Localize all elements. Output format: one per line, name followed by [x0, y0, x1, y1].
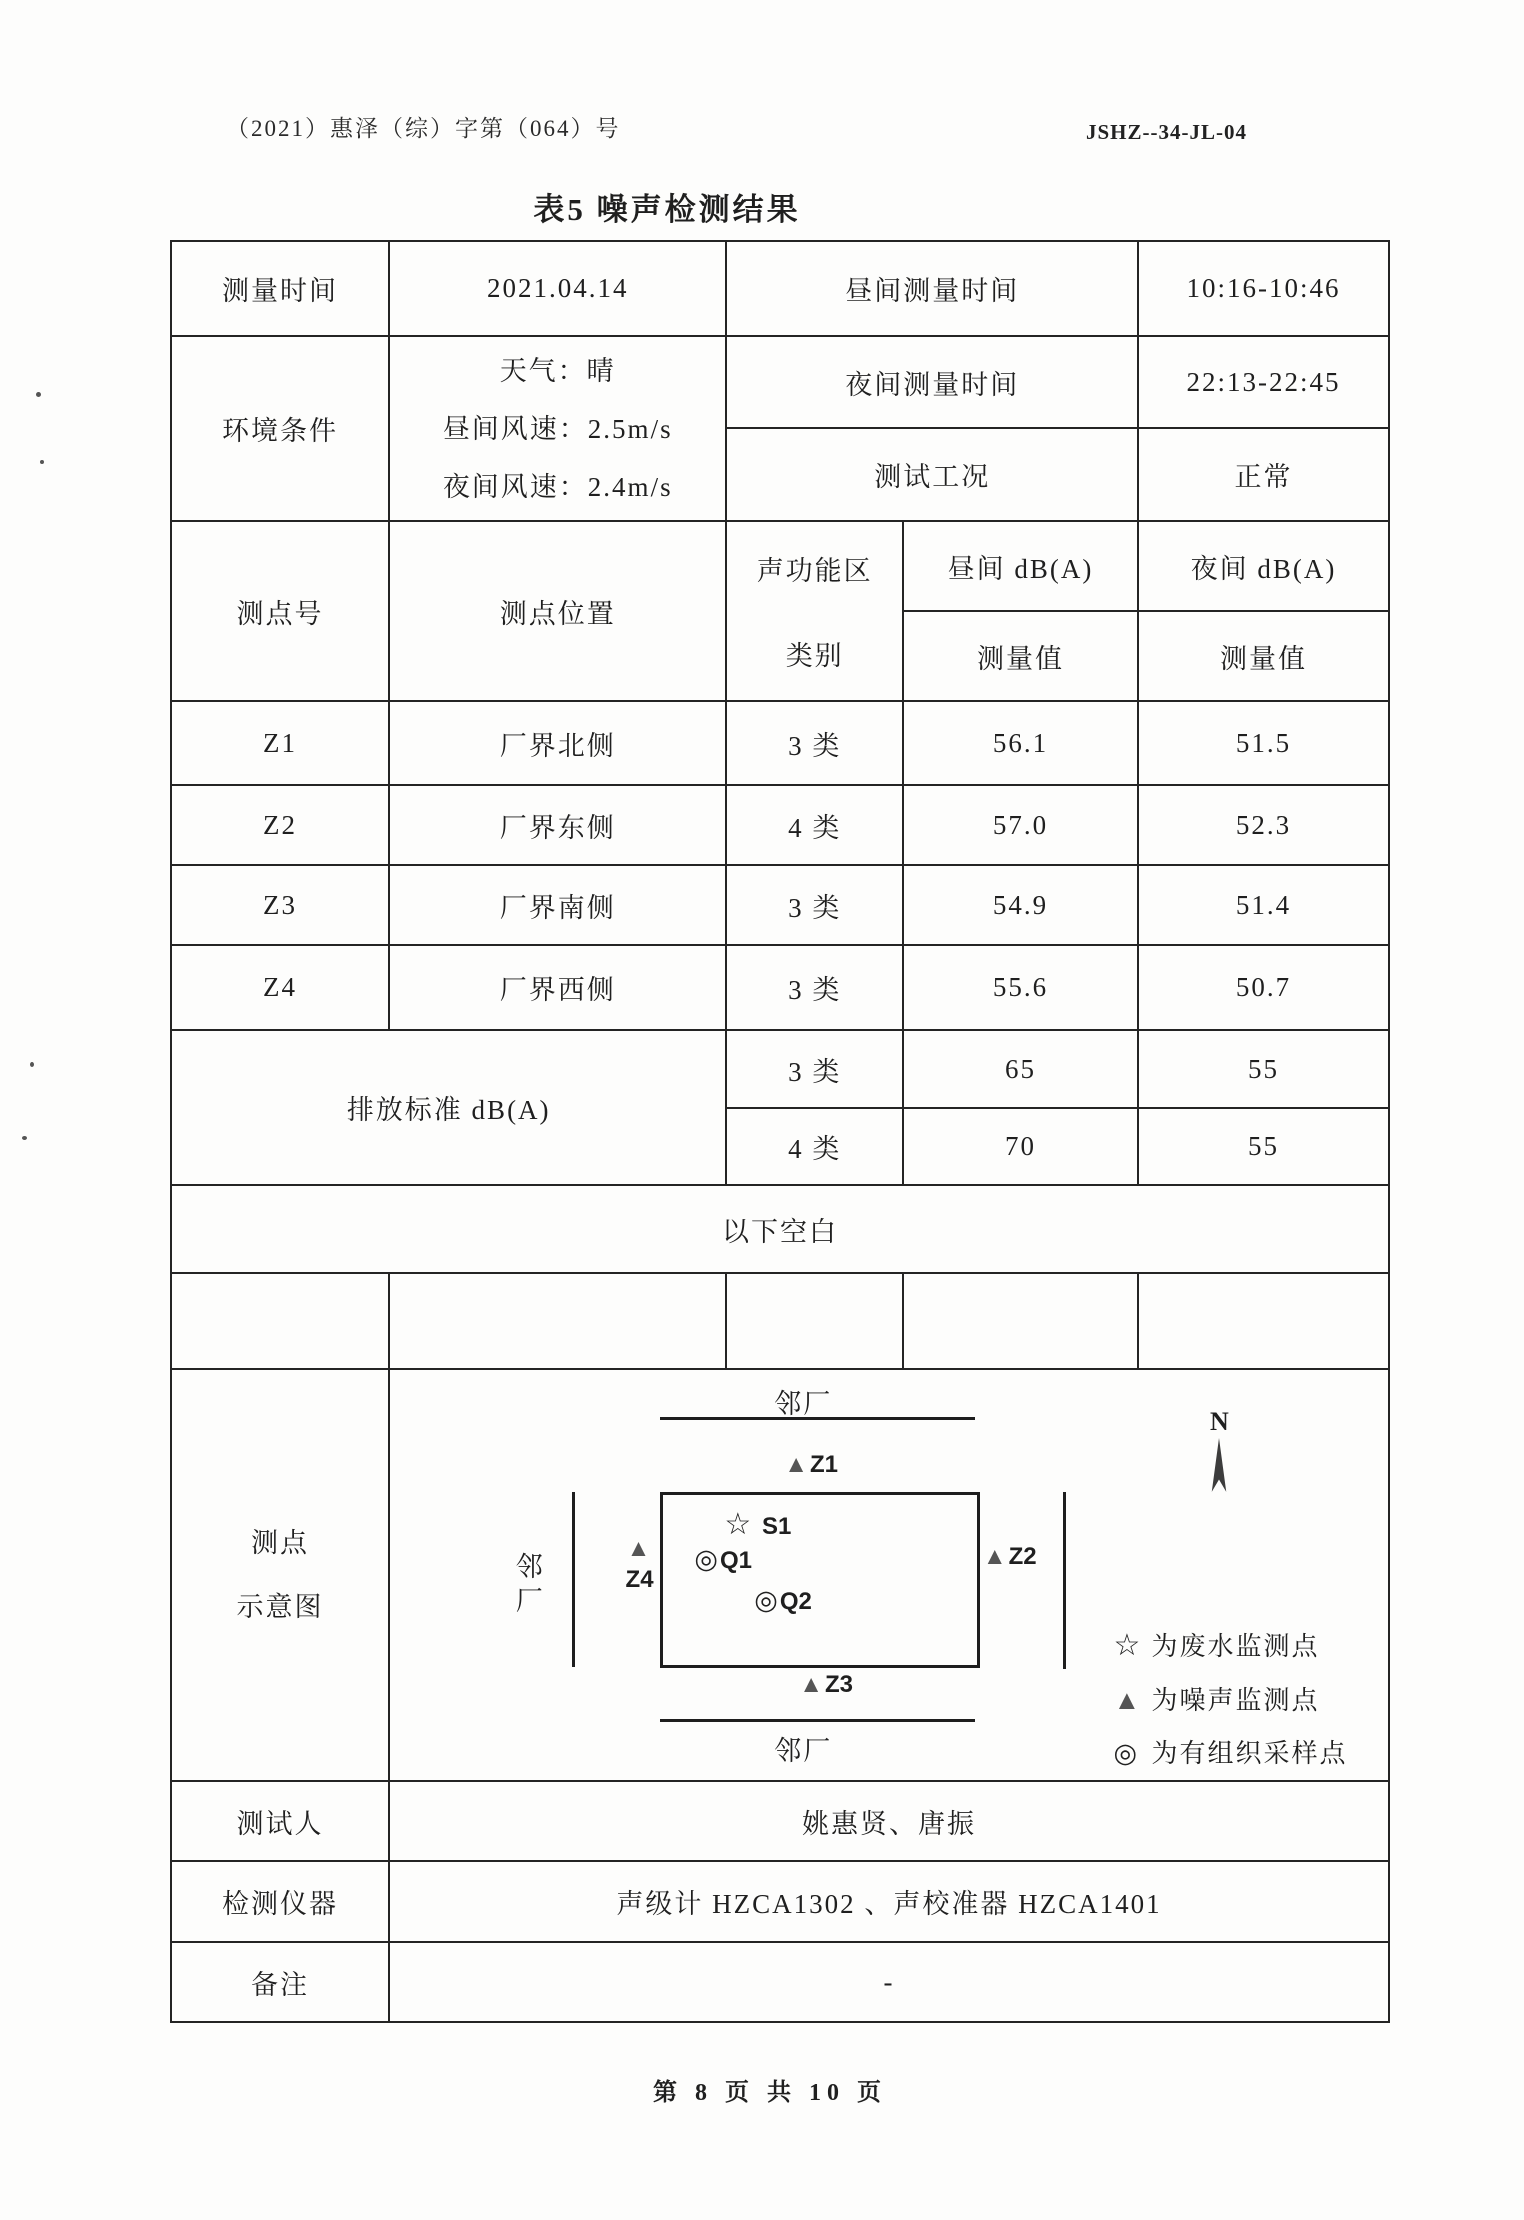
- noise-point-z4: [626, 1536, 654, 1594]
- table-row: [171, 1273, 1389, 1369]
- diagram-label-line1: 测点: [251, 1528, 309, 1558]
- day-value: 55.6: [903, 945, 1138, 1030]
- diagram-label: [171, 1369, 389, 1781]
- environment-values: [389, 336, 726, 521]
- noise-point-z3: [799, 1668, 853, 1699]
- tester-label: 测试人: [171, 1781, 389, 1861]
- neighbor-bottom-boundary-line: [660, 1719, 974, 1722]
- organized-sampling-icon: ◎: [694, 1544, 720, 1575]
- diagram-label-line2: 示意图: [236, 1592, 324, 1622]
- document-number-right: JSHZ--34-JL-04: [1086, 120, 1247, 144]
- point-label-q2: Q2: [779, 1588, 812, 1616]
- col-header-day-db: 昼间 dB(A): [903, 521, 1138, 611]
- point-pos: 厂界南侧: [389, 865, 726, 945]
- point-label-z3: Z3: [824, 1671, 853, 1699]
- wastewater-star-icon: ☆: [724, 1508, 754, 1542]
- point-pos: 厂界东侧: [389, 785, 726, 865]
- standard-night: 55: [1138, 1108, 1389, 1185]
- instrument-value: 声级计 HZCA1302 、声校准器 HZCA1401: [389, 1861, 1389, 1942]
- point-zone: 4 类: [726, 785, 903, 865]
- point-no: Z3: [171, 865, 389, 945]
- legend-item-wastewater: ☆ 为废水监测点: [1113, 1629, 1320, 1663]
- wastewater-point-s1: [724, 1507, 791, 1542]
- neighbor-factory-bottom-label: 邻厂: [774, 1735, 833, 1766]
- sampling-point-q1: [694, 1544, 752, 1575]
- sampling-point-q2: [754, 1585, 812, 1616]
- document-number-left: （2021）惠泽（综）字第（064）号: [226, 116, 621, 141]
- monitoring-points-diagram: [389, 1369, 1389, 1781]
- table-row: [171, 701, 1389, 785]
- night-value: 51.5: [1138, 701, 1389, 785]
- north-label: N: [1209, 1406, 1229, 1436]
- table-row: [171, 865, 1389, 945]
- blank-below-note: 以下空白: [171, 1185, 1389, 1273]
- point-label-s1: S1: [761, 1513, 792, 1541]
- north-indicator: [1208, 1407, 1230, 1502]
- day-time-value: 10:16-10:46: [1138, 241, 1389, 336]
- factory-boundary-rect: [660, 1492, 979, 1668]
- empty-cell: [171, 1273, 389, 1369]
- noise-result-table: [170, 240, 1390, 2023]
- legend-item-noise: ▲ 为噪声监测点: [1113, 1684, 1320, 1715]
- standard-zone: 4 类: [726, 1108, 903, 1185]
- day-time-label: 昼间测量时间: [726, 241, 1138, 336]
- day-value: 56.1: [903, 701, 1138, 785]
- scan-artifact-dot: [30, 1062, 34, 1067]
- organized-sampling-icon: ◎: [1113, 1737, 1140, 1768]
- organized-sampling-icon: ◎: [754, 1585, 780, 1616]
- scan-artifact-dot: [40, 460, 44, 464]
- point-label-q1: Q1: [719, 1547, 752, 1575]
- point-no: Z4: [171, 945, 389, 1030]
- col-header-zone: [726, 521, 903, 701]
- remark-value: -: [389, 1942, 1389, 2022]
- empty-cell: [903, 1273, 1138, 1369]
- day-value: 54.9: [903, 865, 1138, 945]
- north-arrow-icon: [1208, 1437, 1230, 1495]
- empty-cell: [1138, 1273, 1389, 1369]
- empty-cell: [389, 1273, 726, 1369]
- condition-label: 测试工况: [726, 428, 1138, 521]
- page-number-footer: 第 8 页 共 10 页: [653, 2080, 887, 2106]
- measure-time-label: 测量时间: [171, 241, 389, 336]
- noise-triangle-icon: ▲: [982, 1544, 1009, 1571]
- neighbor-factory-top-label: 邻厂: [774, 1389, 833, 1420]
- empty-cell: [726, 1273, 903, 1369]
- noise-triangle-icon: ▲: [1113, 1684, 1143, 1715]
- day-wind-value: 昼间风速：2.5m/s: [442, 413, 673, 444]
- neighbor-top-boundary-line: [660, 1417, 974, 1420]
- environment-label: 环境条件: [171, 336, 389, 521]
- noise-triangle-icon: ▲: [626, 1536, 653, 1563]
- instrument-label: 检测仪器: [171, 1861, 389, 1942]
- standard-day: 70: [903, 1108, 1138, 1185]
- night-value: 50.7: [1138, 945, 1389, 1030]
- table-title: 表5 噪声检测结果: [533, 192, 801, 227]
- standard-zone: 3 类: [726, 1030, 903, 1108]
- table-row: [171, 1030, 1389, 1108]
- col-header-point-pos: 测点位置: [389, 521, 726, 701]
- point-label-z4: Z4: [625, 1566, 654, 1594]
- remark-label: 备注: [171, 1942, 389, 2022]
- col-header-night-db: 夜间 dB(A): [1138, 521, 1389, 611]
- night-wind-value: 夜间风速：2.4m/s: [442, 471, 673, 502]
- zone-header-line1: 声功能区: [756, 556, 873, 586]
- wastewater-star-icon: ☆: [1113, 1629, 1143, 1663]
- scan-artifact-dot: [36, 392, 41, 397]
- col-header-measured-day: 测量值: [903, 611, 1138, 701]
- point-pos: 厂界西侧: [389, 945, 726, 1030]
- night-value: 51.4: [1138, 865, 1389, 945]
- measure-time-value: 2021.04.14: [389, 241, 726, 336]
- noise-triangle-icon: ▲: [784, 1451, 810, 1478]
- neighbor-right-boundary-line: [1063, 1492, 1066, 1669]
- point-label-z2: Z2: [1008, 1543, 1037, 1571]
- point-pos: 厂界北侧: [389, 701, 726, 785]
- point-label-z1: Z1: [809, 1450, 838, 1478]
- point-no: Z1: [171, 701, 389, 785]
- point-zone: 3 类: [726, 865, 903, 945]
- standard-day: 65: [903, 1030, 1138, 1108]
- neighbor-left-boundary-line: [572, 1492, 575, 1667]
- day-value: 57.0: [903, 785, 1138, 865]
- point-no: Z2: [171, 785, 389, 865]
- point-zone: 3 类: [726, 701, 903, 785]
- noise-triangle-icon: ▲: [799, 1672, 825, 1699]
- weather-value: 天气：晴: [499, 355, 616, 386]
- night-time-value: 22:13-22:45: [1138, 336, 1389, 428]
- col-header-measured-night: 测量值: [1138, 611, 1389, 701]
- tester-value: 姚惠贤、唐振: [389, 1781, 1389, 1861]
- night-time-label: 夜间测量时间: [726, 336, 1138, 428]
- noise-point-z1: [784, 1448, 838, 1479]
- standard-label: 排放标准 dB(A): [171, 1030, 726, 1185]
- table-row: [171, 785, 1389, 865]
- noise-point-z2: [983, 1540, 1037, 1571]
- point-zone: 3 类: [726, 945, 903, 1030]
- neighbor-factory-left-label: 邻 厂: [515, 1552, 543, 1617]
- condition-value: 正常: [1138, 428, 1389, 521]
- zone-header-line2: 类别: [785, 641, 844, 671]
- table-row: [171, 945, 1389, 1030]
- scan-artifact-dot: [22, 1136, 27, 1140]
- legend-item-sampling: ◎ 为有组织采样点: [1113, 1737, 1348, 1768]
- night-value: 52.3: [1138, 785, 1389, 865]
- col-header-point-no: 测点号: [171, 521, 389, 701]
- standard-night: 55: [1138, 1030, 1389, 1108]
